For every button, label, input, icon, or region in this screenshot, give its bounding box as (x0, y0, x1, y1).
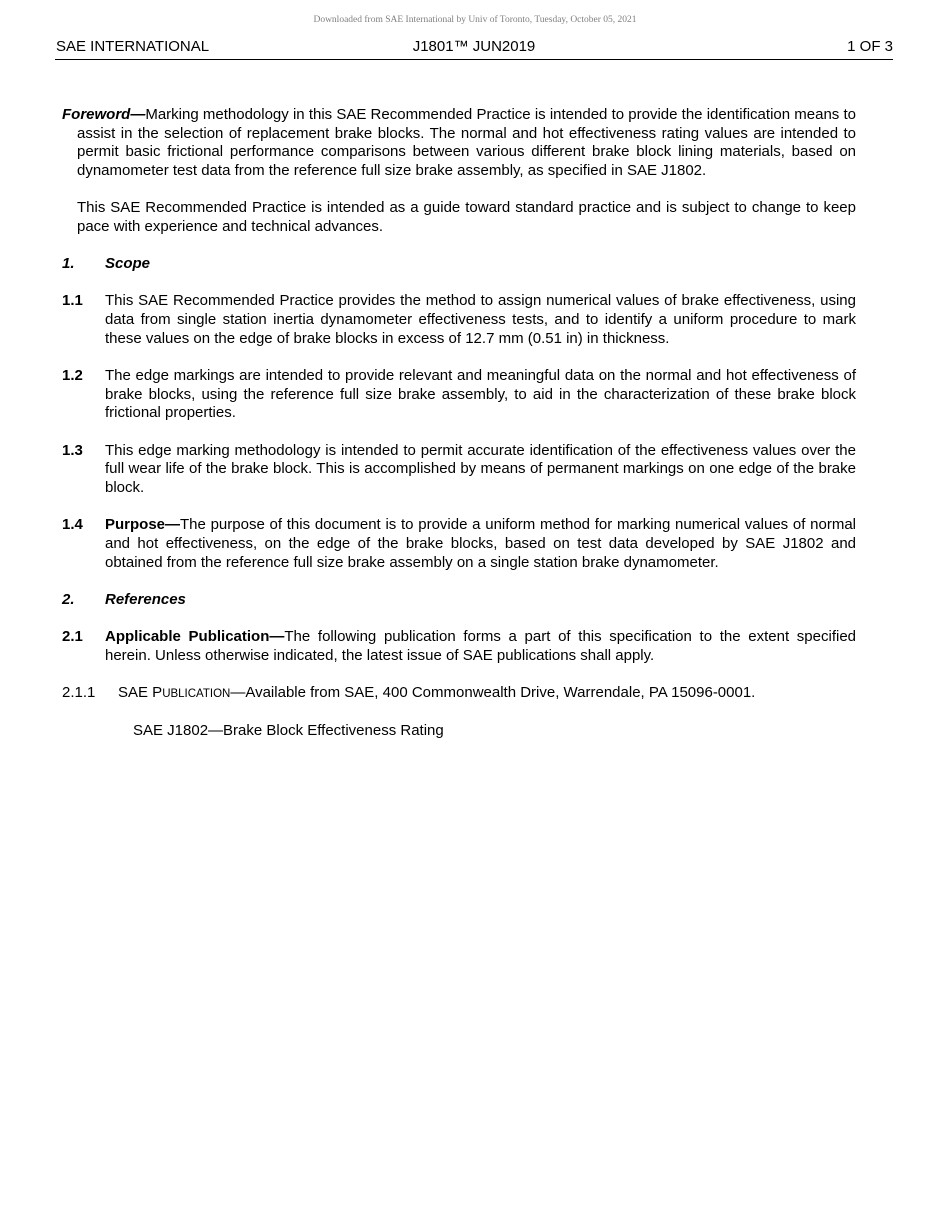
document-body (0, 106, 950, 741)
section-2-1-1-label-prefix: SAE P (118, 683, 163, 701)
section-2-1-1-label-smallcaps: UBLICATION (162, 687, 231, 700)
section-1-3-text: This edge marking methodology is intended to permit accurate identification of the effectiveness values over the full wear life of the brake block. This is accomplished by means of permanent markings on one edge of the brake block. (105, 441, 856, 497)
section-2-title: References (105, 590, 186, 608)
section-1-2 (62, 367, 856, 423)
section-1-number: 1. (62, 255, 75, 273)
header-page-number: 1 OF 3 (847, 38, 893, 55)
download-note: Downloaded from SAE International by Univ of Toronto, Tuesday, October 05, 2021 (313, 15, 637, 25)
header-org: SAE INTERNATIONAL (56, 38, 210, 55)
page-header (55, 38, 893, 58)
section-1-4 (62, 516, 856, 572)
section-1-1 (62, 292, 856, 348)
foreword-paragraph (62, 106, 856, 181)
section-1-2-number: 1.2 (62, 367, 83, 385)
foreword-text: Marking methodology in this SAE Recommended Practice is intended to provide the identification means to assist in the selection of replacement brake blocks. The normal and hot effectiveness rating values are intended to permit basic frictional performance comparisons between various different brake block lining materials, based on dynamometer test data from the reference full size brake assembly, as specified in SAE J1802. (77, 106, 856, 180)
section-1-1-number: 1.1 (62, 292, 83, 310)
section-1-3 (62, 442, 856, 498)
section-1-4-number: 1.4 (62, 516, 83, 534)
section-2-1-1-number: 2.1.1 (62, 683, 96, 701)
section-2-number: 2. (62, 590, 75, 608)
section-2-1-text: The following publication forms a part of this specification to the extent specified herein. Unless otherwise indicated, the latest issue of SAE publications shall apply. (105, 628, 857, 664)
section-2-1-label: Applicable Publication— (105, 628, 285, 646)
section-1-1-text: This SAE Recommended Practice provides the method to assign numerical values of brake effectiveness, using data from single station inertia dynamometer effectiveness tests, and to identify a uniform procedure to mark these values on the edge of brake blocks in excess of 12.7 mm (0.51 in) in thickness. (105, 292, 856, 347)
foreword-paragraph-2: This SAE Recommended Practice is intended as a guide toward standard practice and is subject to change to keep pace with experience and technical advances. (77, 199, 856, 236)
header-doc-id: J1801™ JUN2019 (412, 38, 536, 55)
header-rule (55, 59, 893, 60)
section-1-2-text: The edge markings are intended to provide relevant and meaningful data on the normal and hot effectiveness of brake blocks, using the reference full size brake assembly, to aid in the characterization of these brake block frictional properties. (105, 367, 856, 422)
section-2-heading (62, 591, 856, 610)
section-1-heading (62, 255, 856, 274)
foreword-label: Foreword— (62, 106, 146, 123)
section-2-1 (62, 628, 856, 665)
section-2-1-1-text: —Available from SAE, 400 Commonwealth Drive, Warrendale, PA 15096-0001. (230, 683, 756, 701)
section-2-1-1 (62, 684, 856, 704)
reference-sae-j1802: SAE J1802—Brake Block Effectiveness Rating (133, 722, 444, 740)
section-2-1-number: 2.1 (62, 628, 83, 646)
section-1-title: Scope (105, 255, 151, 273)
section-1-4-text: The purpose of this document is to provide a uniform method for marking numerical values of normal and hot effectiveness, on the edge of the brake blocks, based on test data developed by SAE J1802 and obtained from the reference full size brake assembly on a single station brake dynamometer. (105, 516, 856, 571)
section-1-3-number: 1.3 (62, 441, 83, 459)
section-1-4-label: Purpose— (105, 516, 181, 534)
